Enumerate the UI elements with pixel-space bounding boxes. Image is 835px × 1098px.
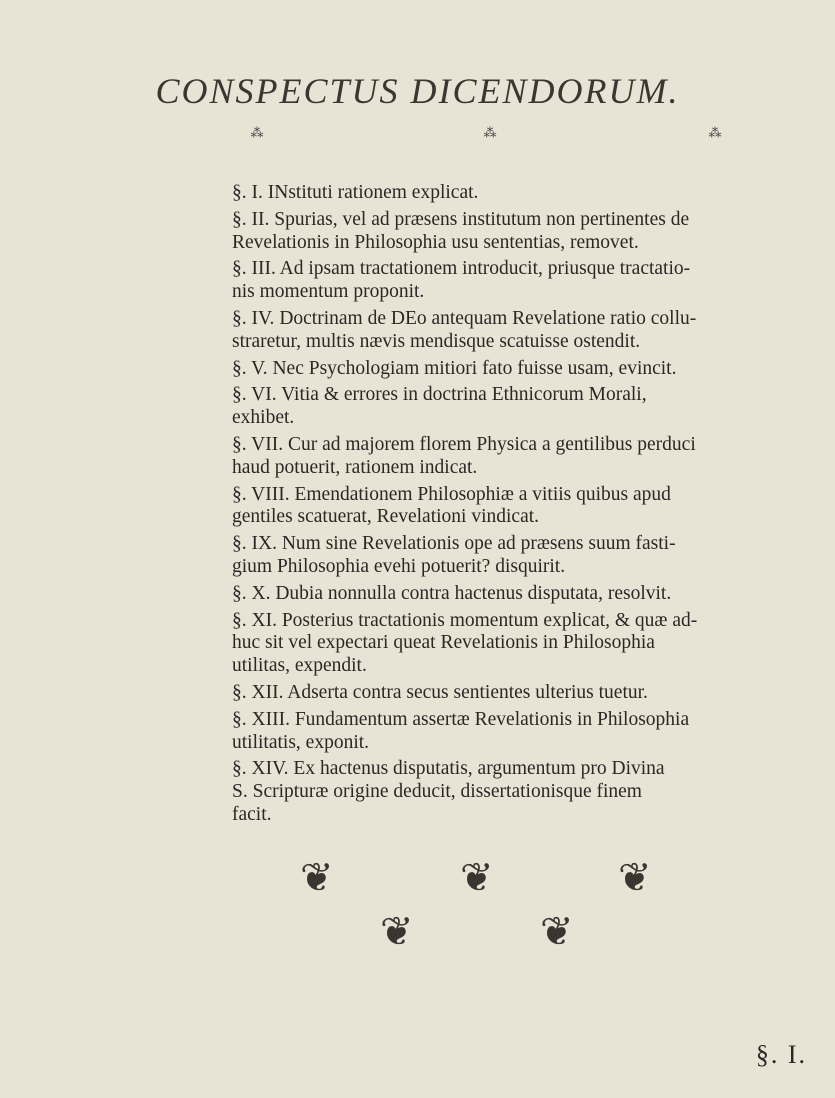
section-number: §. XIII. xyxy=(232,708,290,730)
entry-first-line xyxy=(232,484,810,507)
entry-text: Posterius tractationis momentum explicat, & quæ ad- xyxy=(281,609,698,631)
entry-text: S. Scripturæ origine deducit, dissertationisque finem xyxy=(232,781,642,803)
entry-text: Ad ipsam tractationem introducit, priusque tractatio- xyxy=(279,258,691,280)
entry-text: Ex hactenus disputatis, argumentum pro Divina xyxy=(293,758,665,780)
star-ornament-icon: ⁂ xyxy=(483,125,497,140)
section-number: §. I. xyxy=(232,182,263,203)
entry-continuation-line xyxy=(232,506,810,529)
section-number: §. XIV. xyxy=(232,758,289,780)
fleuron-icon: ❦ xyxy=(618,855,652,900)
section-number: §. IX. xyxy=(232,533,277,555)
entry-first-line xyxy=(232,434,810,457)
entry-text: INstituti rationem explicat. xyxy=(267,182,479,203)
contents-entry xyxy=(232,709,810,755)
contents-entry xyxy=(232,258,810,304)
entry-text: utilitatis, exponit. xyxy=(232,731,370,753)
entry-continuation-line xyxy=(232,732,810,755)
star-ornament-icon: ⁂ xyxy=(708,125,722,140)
entry-text: exhibet. xyxy=(232,407,295,429)
section-number: §. II. xyxy=(232,208,270,230)
entry-continuation-line xyxy=(232,457,810,480)
entry-text: Adserta contra secus sentientes ulterius tuetur. xyxy=(287,681,648,703)
entry-first-line xyxy=(232,610,810,633)
entry-text: Vitia & errores in doctrina Ethnicorum Morali, xyxy=(281,384,647,406)
entry-continuation-line xyxy=(232,781,810,804)
contents-entry xyxy=(232,434,810,480)
entry-first-line xyxy=(232,583,810,606)
entry-continuation-line xyxy=(232,407,810,430)
entry-continuation-line xyxy=(232,281,810,304)
section-number: §. XII. xyxy=(232,681,284,703)
entry-first-line xyxy=(232,682,810,705)
entry-first-line xyxy=(232,209,810,232)
fleuron-icon: ❦ xyxy=(300,855,334,900)
star-ornament-icon: ⁂ xyxy=(250,125,264,140)
entry-text: Dubia nonnulla contra hactenus disputata, resolvit. xyxy=(275,582,672,604)
section-number: §. XI. xyxy=(232,609,277,631)
entry-text: Emendationem Philosophiæ a vitiis quibus apud xyxy=(294,483,671,505)
entry-text: utilitas, expendit. xyxy=(232,655,367,677)
entry-first-line xyxy=(232,384,810,407)
contents-entry xyxy=(232,209,810,255)
entry-text: huc sit vel expectari queat Revelationis in Philosophia xyxy=(232,632,655,654)
contents-entry xyxy=(232,358,810,381)
section-number: §. III. xyxy=(232,258,276,280)
entry-text: Cur ad majorem florem Physica a gentilibus perduci xyxy=(287,433,696,455)
entry-first-line xyxy=(232,182,810,205)
entry-first-line xyxy=(232,358,810,381)
fleuron-icon: ❦ xyxy=(380,909,414,954)
star-ornaments xyxy=(0,125,835,158)
entry-first-line xyxy=(232,709,810,732)
contents-entry xyxy=(232,484,810,530)
contents-entry xyxy=(232,758,810,826)
entry-continuation-line xyxy=(232,232,810,255)
fleuron-icon: ❦ xyxy=(460,855,494,900)
section-number: §. VII. xyxy=(232,433,284,455)
contents-entry xyxy=(232,583,810,606)
entry-first-line xyxy=(232,258,810,281)
section-number: §. IV. xyxy=(232,307,275,329)
entry-text: haud potuerit, rationem indicat. xyxy=(232,456,478,478)
entry-text: Spurias, vel ad præsens institutum non pertinentes de xyxy=(274,208,690,230)
contents-entry xyxy=(232,682,810,705)
contents-entry xyxy=(232,308,810,354)
contents-entry xyxy=(232,182,810,205)
entry-continuation-line xyxy=(232,331,810,354)
entry-first-line xyxy=(232,533,810,556)
entry-text: Num sine Revelationis ope ad præsens suum fasti- xyxy=(281,533,676,555)
contents-list xyxy=(232,182,810,831)
entry-continuation-line xyxy=(232,655,810,678)
section-number: §. V. xyxy=(232,357,268,379)
entry-text: Revelationis in Philosophia usu sententias, removet. xyxy=(232,231,639,253)
contents-entry xyxy=(232,384,810,430)
section-number: §. VI. xyxy=(232,384,277,406)
entry-text: Fundamentum assertæ Revelationis in Philosophia xyxy=(294,708,690,730)
entry-continuation-line xyxy=(232,632,810,655)
entry-text: nis momentum proponit. xyxy=(232,281,425,303)
entry-text: straretur, multis nævis mendisque scatuisse ostendit. xyxy=(232,330,641,352)
entry-text: facit. xyxy=(232,803,272,825)
entry-text: Doctrinam de DEo antequam Revelatione ratio collu- xyxy=(279,307,697,329)
entry-first-line xyxy=(232,758,810,781)
catchword: §. I. xyxy=(755,1040,807,1069)
section-number: §. VIII. xyxy=(232,483,290,505)
fleuron-icon: ❦ xyxy=(540,909,574,954)
entry-first-line xyxy=(232,308,810,331)
entry-text: Nec Psychologiam mitiori fato fuisse usam, evincit. xyxy=(272,357,677,379)
entry-text: gium Philosophia evehi potuerit? disquirit. xyxy=(232,555,566,577)
contents-entry xyxy=(232,610,810,678)
page-title: CONSPECTUS DICENDORUM. xyxy=(155,71,680,111)
section-number: §. X. xyxy=(232,582,271,604)
contents-entry xyxy=(232,533,810,579)
entry-continuation-line xyxy=(232,804,810,827)
entry-text: gentiles scatuerat, Revelationi vindicat. xyxy=(232,506,540,528)
entry-continuation-line xyxy=(232,556,810,579)
